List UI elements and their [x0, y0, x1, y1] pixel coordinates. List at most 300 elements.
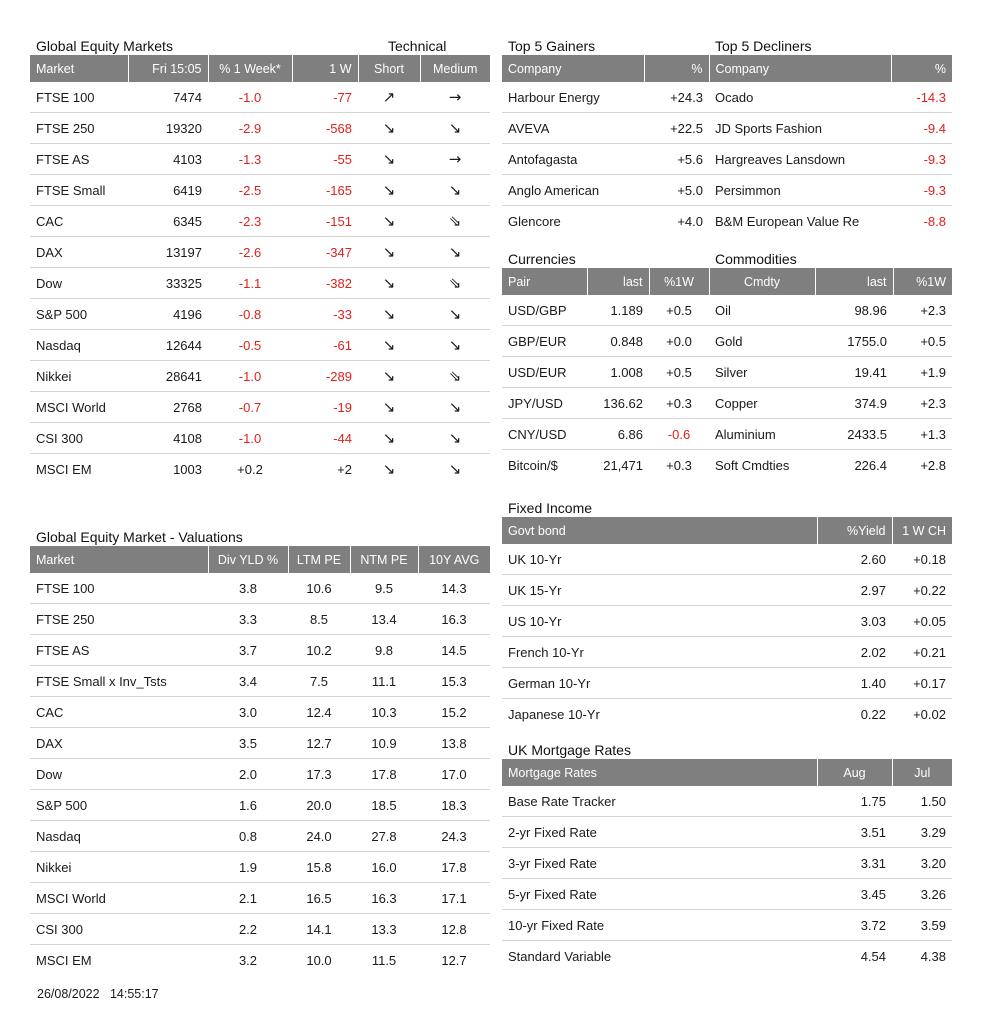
commodity-name: Silver: [709, 357, 815, 388]
currency-week-change: +0.3: [666, 457, 692, 473]
col-header: 10Y AVG: [418, 546, 490, 573]
table-row: [502, 419, 952, 450]
table-row: [502, 699, 952, 730]
arrow-up-right-outline-icon: ↗: [358, 82, 420, 113]
gainers-title: Top 5 Gainers: [508, 38, 596, 54]
ltm-pe: 12.4: [288, 697, 350, 728]
ntm-pe: 27.8: [350, 821, 418, 852]
market-name: FTSE AS: [30, 635, 208, 666]
div-yield: 2.2: [208, 914, 288, 945]
col-header: %: [891, 55, 952, 82]
equity-title-row: [30, 33, 490, 55]
col-header: Aug: [817, 759, 892, 786]
arrow-down-right-icon: ↘: [420, 113, 490, 144]
ten-year-avg: 24.3: [418, 821, 490, 852]
mortgage-aug: 3.45: [817, 879, 892, 910]
ten-year-avg: 12.8: [418, 914, 490, 945]
decliners-title: Top 5 Decliners: [715, 38, 812, 54]
mortgage-aug: 3.51: [817, 817, 892, 848]
bond-yield: 2.02: [817, 637, 892, 668]
market-name: CAC: [30, 697, 208, 728]
col-header: last: [587, 268, 649, 295]
commodity-week-change: +1.9: [893, 357, 952, 388]
arrow-down-right-icon: ↘: [420, 423, 490, 454]
currency-pair: GBP/EUR: [502, 326, 587, 357]
table-row: [30, 759, 490, 790]
ltm-pe: 7.5: [288, 666, 350, 697]
arrow-down-right-icon: ↘: [420, 237, 490, 268]
col-header: Medium: [420, 55, 490, 82]
arrow-down-right-icon: ↘: [448, 460, 462, 478]
market-price: 33325: [128, 268, 208, 299]
bond-name: Japanese 10-Yr: [508, 706, 600, 722]
movers-title-row: [502, 33, 952, 55]
bond-week-change: +0.17: [892, 668, 952, 699]
table-row: [30, 852, 490, 883]
ltm-pe: 15.8: [288, 852, 350, 883]
arrow-down-right-icon: ↘: [358, 361, 420, 392]
week-points-change: -19: [292, 392, 358, 423]
mortgage-name: Standard Variable: [508, 948, 612, 964]
gainer-pct: +24.3: [644, 82, 709, 113]
table-row: [502, 606, 952, 637]
arrow-down-right-icon: ↘: [358, 175, 420, 206]
week-pct-change: -1.1: [208, 268, 292, 299]
week-pct-change: -1.0: [208, 82, 292, 113]
col-header: %Yield: [817, 517, 892, 544]
ntm-pe: 10.9: [350, 728, 418, 759]
col-header: %1W: [649, 268, 709, 295]
commodity-week-change: +2.3: [893, 388, 952, 419]
fixed-income-panel: [502, 495, 952, 729]
div-yield: 1.6: [208, 790, 288, 821]
movers-table: [502, 55, 952, 236]
decliner-company: Ocado: [709, 82, 891, 113]
col-header: Market: [30, 55, 128, 82]
week-points-change: +2: [337, 461, 352, 477]
week-points-change: -151: [292, 206, 358, 237]
mortgage-aug: 3.31: [817, 848, 892, 879]
commodity-week-change: +1.3: [893, 419, 952, 450]
gainer-pct: +5.6: [644, 144, 709, 175]
arrow-down-right-icon: ↘: [358, 268, 420, 299]
table-row: [30, 423, 490, 454]
gainer-pct: +4.0: [677, 213, 703, 229]
bond-yield: 3.03: [817, 606, 892, 637]
currency-last: 1.008: [587, 357, 649, 388]
arrow-down-right-icon: ↘: [358, 113, 420, 144]
ntm-pe: 16.0: [350, 852, 418, 883]
arrow-down-right-icon: ↘: [420, 392, 490, 423]
table-row: [502, 113, 952, 144]
arrow-down-right-icon: ↘: [358, 423, 420, 454]
commodity-last: 374.9: [815, 388, 893, 419]
ntm-pe: 13.4: [350, 604, 418, 635]
table-row: [502, 575, 952, 606]
market-price: 1003: [173, 461, 202, 477]
market-name: FTSE 100: [30, 573, 208, 604]
table-row: [502, 637, 952, 668]
week-pct-change: -1.0: [208, 361, 292, 392]
market-name: MSCI EM: [36, 952, 92, 968]
fixed-income-title-row: [502, 495, 952, 517]
fixed-income-title: Fixed Income: [508, 500, 593, 516]
market-name: FTSE 250: [30, 113, 128, 144]
table-row: [502, 388, 952, 419]
table-row: [30, 728, 490, 759]
bond-name: French 10-Yr: [502, 637, 817, 668]
mortgage-name: 10-yr Fixed Rate: [502, 910, 817, 941]
commodity-week-change: +2.3: [893, 295, 952, 326]
week-pct-change: -2.3: [208, 206, 292, 237]
table-row: [502, 450, 952, 481]
arrow-down-right-outline-icon: ⇘: [420, 206, 490, 237]
market-name: S&P 500: [30, 299, 128, 330]
week-pct-change: -2.9: [208, 113, 292, 144]
market-name: Nasdaq: [30, 330, 128, 361]
decliner-company: Persimmon: [709, 175, 891, 206]
market-price: 4196: [128, 299, 208, 330]
div-yield: 3.2: [238, 952, 258, 968]
week-pct-change: -2.6: [208, 237, 292, 268]
currency-week-change: +0.5: [649, 357, 709, 388]
valuations-title-row: [30, 524, 490, 546]
table-row: [30, 268, 490, 299]
gainers-decliners-panel: [502, 33, 952, 236]
table-row: [30, 392, 490, 423]
week-points-change: -44: [292, 423, 358, 454]
fx-commodities-panel: [502, 246, 952, 480]
table-row: [30, 144, 490, 175]
table-row: [502, 295, 952, 326]
movers-header-row: [502, 55, 952, 82]
market-name: Nikkei: [30, 852, 208, 883]
table-row: [502, 175, 952, 206]
ten-year-avg: 17.0: [418, 759, 490, 790]
ltm-pe: 10.0: [306, 952, 332, 968]
col-header: Mortgage Rates: [502, 759, 817, 786]
table-row: [30, 330, 490, 361]
col-header: %: [644, 55, 709, 82]
currency-week-change: +0.5: [649, 295, 709, 326]
market-name: MSCI World: [30, 392, 128, 423]
week-pct-change: -0.7: [208, 392, 292, 423]
gainer-company: Anglo American: [502, 175, 644, 206]
week-points-change: -165: [292, 175, 358, 206]
mortgage-aug: 4.54: [860, 948, 886, 964]
fixed-income-header-row: [502, 517, 952, 544]
market-name: DAX: [30, 728, 208, 759]
ten-year-avg: 17.1: [418, 883, 490, 914]
market-name: FTSE 250: [30, 604, 208, 635]
week-pct-change: -1.3: [208, 144, 292, 175]
week-points-change: -382: [292, 268, 358, 299]
arrow-down-right-icon: ↘: [358, 237, 420, 268]
market-price: 7474: [128, 82, 208, 113]
bond-week-change: +0.21: [892, 637, 952, 668]
col-header: Company: [709, 55, 891, 82]
commodity-name: Gold: [709, 326, 815, 357]
currencies-title: Currencies: [508, 251, 576, 267]
market-price: 13197: [128, 237, 208, 268]
gainer-company: AVEVA: [502, 113, 644, 144]
valuations-title: Global Equity Market - Valuations: [36, 529, 243, 545]
market-price: 12644: [128, 330, 208, 361]
week-pct-change: +0.2: [237, 461, 263, 477]
decliner-pct: -14.3: [891, 82, 952, 113]
technical-title: Technical: [388, 38, 447, 54]
mortgage-title: UK Mortgage Rates: [508, 742, 631, 758]
bond-yield: 2.60: [817, 544, 892, 575]
ltm-pe: 24.0: [288, 821, 350, 852]
ltm-pe: 10.6: [288, 573, 350, 604]
market-name: MSCI EM: [36, 461, 92, 477]
market-price: 2768: [128, 392, 208, 423]
table-row: [30, 573, 490, 604]
currency-week-change: +0.0: [649, 326, 709, 357]
decliner-pct: -9.3: [891, 144, 952, 175]
currency-last: 6.86: [587, 419, 649, 450]
col-header: Short: [358, 55, 420, 82]
decliner-company: B&M European Value Re: [715, 213, 860, 229]
table-row: [502, 357, 952, 388]
commodity-last: 2433.5: [815, 419, 893, 450]
table-row: [30, 821, 490, 852]
week-points-change: -568: [292, 113, 358, 144]
table-row: [30, 790, 490, 821]
ltm-pe: 16.5: [288, 883, 350, 914]
bond-yield: 2.97: [817, 575, 892, 606]
market-name: CSI 300: [30, 914, 208, 945]
col-header: Div YLD %: [208, 546, 288, 573]
arrow-down-right-icon: ↘: [420, 175, 490, 206]
market-name: FTSE Small x Inv_Tsts: [30, 666, 208, 697]
commodity-last: 19.41: [815, 357, 893, 388]
market-price: 19320: [128, 113, 208, 144]
table-row: [502, 82, 952, 113]
market-name: CSI 300: [30, 423, 128, 454]
table-row: [30, 697, 490, 728]
ltm-pe: 12.7: [288, 728, 350, 759]
ten-year-avg: 17.8: [418, 852, 490, 883]
currency-week-change: +0.3: [649, 388, 709, 419]
col-header: %1W: [893, 268, 952, 295]
equity-table: [30, 55, 490, 484]
mortgage-name: 5-yr Fixed Rate: [502, 879, 817, 910]
mortgage-name: Base Rate Tracker: [502, 786, 817, 817]
commodity-week-change: +2.8: [920, 457, 946, 473]
currency-pair: USD/GBP: [502, 295, 587, 326]
bond-week-change: +0.22: [892, 575, 952, 606]
table-row: [30, 914, 490, 945]
ntm-pe: 10.3: [350, 697, 418, 728]
gainer-company: Antofagasta: [502, 144, 644, 175]
market-name: DAX: [30, 237, 128, 268]
div-yield: 3.8: [208, 573, 288, 604]
col-header: Market: [30, 546, 208, 573]
ltm-pe: 17.3: [288, 759, 350, 790]
ltm-pe: 10.2: [288, 635, 350, 666]
currency-pair: JPY/USD: [502, 388, 587, 419]
table-row: [30, 361, 490, 392]
mortgage-jul: 3.59: [892, 910, 952, 941]
market-name: Nikkei: [30, 361, 128, 392]
decliner-company: JD Sports Fashion: [709, 113, 891, 144]
fx-header-row: [502, 268, 952, 295]
ntm-pe: 11.5: [371, 952, 397, 968]
table-row: [502, 668, 952, 699]
mortgage-table: [502, 759, 952, 971]
mortgage-header-row: [502, 759, 952, 786]
commodity-name: Copper: [709, 388, 815, 419]
mortgage-jul: 3.26: [892, 879, 952, 910]
table-row: [502, 786, 952, 817]
table-row: [30, 604, 490, 635]
currency-pair: Bitcoin/$: [508, 457, 558, 473]
ten-year-avg: 14.3: [418, 573, 490, 604]
table-row: [30, 113, 490, 144]
market-price: 4108: [128, 423, 208, 454]
ltm-pe: 20.0: [288, 790, 350, 821]
week-points-change: -33: [292, 299, 358, 330]
week-pct-change: -2.5: [208, 175, 292, 206]
week-pct-change: -0.8: [208, 299, 292, 330]
bond-name: German 10-Yr: [502, 668, 817, 699]
table-row: [30, 237, 490, 268]
arrow-down-right-outline-icon: ⇘: [420, 361, 490, 392]
fx-title-row: [502, 246, 952, 268]
arrow-down-right-icon: ↘: [382, 460, 396, 478]
ltm-pe: 8.5: [288, 604, 350, 635]
ten-year-avg: 12.7: [441, 952, 467, 968]
arrow-right-icon: →: [420, 82, 490, 113]
gainer-company: Glencore: [508, 213, 561, 229]
div-yield: 3.5: [208, 728, 288, 759]
col-header: Cmdty: [709, 268, 815, 295]
market-price: 4103: [128, 144, 208, 175]
commodity-week-change: +0.5: [893, 326, 952, 357]
currency-last: 1.189: [587, 295, 649, 326]
equity-header-row: [30, 55, 490, 82]
col-header: Jul: [892, 759, 952, 786]
equity-markets-panel: [30, 33, 490, 484]
ntm-pe: 9.5: [350, 573, 418, 604]
valuations-header-row: [30, 546, 490, 573]
bond-week-change: +0.18: [892, 544, 952, 575]
mortgage-jul: 1.50: [892, 786, 952, 817]
gainer-pct: +5.0: [644, 175, 709, 206]
valuations-table: [30, 546, 490, 975]
mortgage-jul: 3.29: [892, 817, 952, 848]
fx-commodities-table: [502, 268, 952, 480]
week-pct-change: -0.5: [208, 330, 292, 361]
col-header: NTM PE: [350, 546, 418, 573]
market-name: S&P 500: [30, 790, 208, 821]
currency-pair: USD/EUR: [502, 357, 587, 388]
commodity-name: Oil: [709, 295, 815, 326]
market-price: 6419: [128, 175, 208, 206]
div-yield: 3.4: [208, 666, 288, 697]
col-header: Company: [502, 55, 644, 82]
table-row: [502, 817, 952, 848]
bond-name: US 10-Yr: [502, 606, 817, 637]
currency-last: 136.62: [587, 388, 649, 419]
gainer-pct: +22.5: [644, 113, 709, 144]
market-name: FTSE 100: [30, 82, 128, 113]
ten-year-avg: 16.3: [418, 604, 490, 635]
table-row: [30, 635, 490, 666]
currency-week-change: -0.6: [649, 419, 709, 450]
market-name: Nasdaq: [30, 821, 208, 852]
week-points-change: -77: [292, 82, 358, 113]
arrow-down-right-icon: ↘: [420, 299, 490, 330]
ntm-pe: 16.3: [350, 883, 418, 914]
div-yield: 1.9: [208, 852, 288, 883]
commodity-last: 226.4: [854, 457, 887, 473]
table-row: [30, 175, 490, 206]
div-yield: 0.8: [208, 821, 288, 852]
col-header: 1 W CH: [892, 517, 952, 544]
ten-year-avg: 18.3: [418, 790, 490, 821]
mortgage-jul: 4.38: [920, 948, 946, 964]
mortgage-aug: 1.75: [817, 786, 892, 817]
gainer-company: Harbour Energy: [502, 82, 644, 113]
commodity-name: Aluminium: [709, 419, 815, 450]
arrow-down-right-icon: ↘: [358, 392, 420, 423]
commodity-name: Soft Cmdties: [715, 457, 790, 473]
table-row: [30, 299, 490, 330]
commodities-title: Commodities: [715, 251, 797, 267]
market-name: CAC: [30, 206, 128, 237]
ten-year-avg: 15.2: [418, 697, 490, 728]
decliner-company: Hargreaves Lansdown: [709, 144, 891, 175]
timestamp: 26/08/2022 14:55:17: [37, 987, 159, 1001]
equity-title: Global Equity Markets: [36, 38, 173, 54]
table-row: [30, 945, 490, 976]
col-header: 1 W: [292, 55, 358, 82]
mortgage-panel: [502, 737, 952, 971]
market-price: 28641: [128, 361, 208, 392]
mortgage-aug: 3.72: [817, 910, 892, 941]
table-row: [502, 910, 952, 941]
market-name: MSCI World: [30, 883, 208, 914]
table-row: [502, 326, 952, 357]
ntm-pe: 17.8: [350, 759, 418, 790]
decliner-pct: -9.3: [891, 175, 952, 206]
market-price: 6345: [128, 206, 208, 237]
week-points-change: -55: [292, 144, 358, 175]
mortgage-title-row: [502, 737, 952, 759]
bond-yield: 0.22: [860, 706, 886, 722]
table-row: [502, 879, 952, 910]
currency-last: 21,471: [603, 457, 643, 473]
week-points-change: -61: [292, 330, 358, 361]
table-row: [502, 544, 952, 575]
div-yield: 2.0: [208, 759, 288, 790]
table-row: [502, 848, 952, 879]
col-header: last: [815, 268, 893, 295]
week-points-change: -289: [292, 361, 358, 392]
decliner-pct: -9.4: [891, 113, 952, 144]
bond-week-change: +0.05: [892, 606, 952, 637]
col-header: Fri 15:05: [128, 55, 208, 82]
ten-year-avg: 15.3: [418, 666, 490, 697]
bond-name: UK 15-Yr: [502, 575, 817, 606]
table-row: [30, 883, 490, 914]
arrow-down-right-icon: ↘: [358, 206, 420, 237]
currency-pair: CNY/USD: [502, 419, 587, 450]
ten-year-avg: 14.5: [418, 635, 490, 666]
